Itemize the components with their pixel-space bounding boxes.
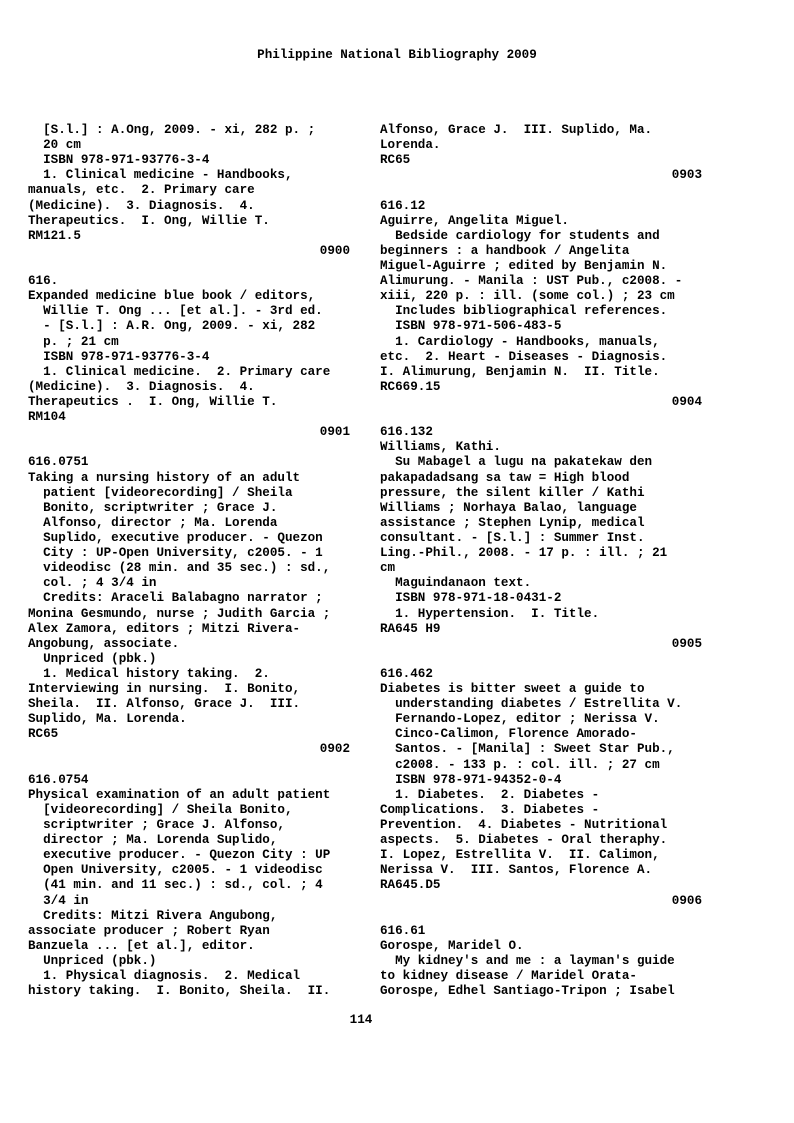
entry-text-line: 1. Diabetes. 2. Diabetes -: [380, 787, 600, 802]
entry-text-line: Alimurung. - Manila : UST Pub., c2008. -: [380, 274, 683, 289]
entry-text-line: RC65: [380, 153, 411, 168]
entry-text-line: Therapeutics . I. Ong, Willie T.: [28, 394, 278, 409]
entry-text-line: p. ; 21 cm: [28, 334, 119, 349]
entry-text-line: manuals, etc. 2. Primary care: [28, 183, 255, 198]
entry-text-line: 1. Cardiology - Handbooks, manuals,: [380, 334, 660, 349]
entry-text-line: Prevention. 4. Diabetes - Nutritional: [380, 818, 668, 833]
entry-text-line: Banzuela ... [et al.], editor.: [28, 938, 255, 953]
entry-text-line: I. Alimurung, Benjamin N. II. Title.: [380, 364, 660, 379]
entry-text-line: history taking. I. Bonito, Sheila. II.: [28, 984, 331, 999]
page-header-title: Philippine National Bibliography 2009: [257, 48, 537, 62]
entry-text-line: col. ; 4 3/4 in: [28, 576, 157, 591]
entry-text-line: RA645 H9: [380, 621, 441, 636]
entry-text-line: 616.: [28, 274, 59, 289]
entry-text-line: RM104: [28, 410, 66, 425]
entry-text-line: Miguel-Aguirre ; edited by Benjamin N.: [380, 258, 668, 273]
entry-text-line: associate producer ; Robert Ryan: [28, 923, 270, 938]
blank-line: [28, 259, 350, 274]
entry-text-line: Gorospe, Edhel Santiago-Tripon ; Isabel: [380, 984, 675, 999]
entry-text-line: Angobung, associate.: [28, 636, 180, 651]
entry-text-line: - [S.l.] : A.R. Ong, 2009. - xi, 282: [28, 319, 316, 334]
entry-text-line: [S.l.] : A.Ong, 2009. - xi, 282 p. ;: [28, 123, 316, 137]
blank-line: [28, 440, 350, 455]
entry-text-line: Su Mabagel a lugu na pakatekaw den: [380, 455, 653, 470]
entry-text-line: (Medicine). 3. Diagnosis. 4.: [28, 379, 255, 394]
entry-text-line: Diabetes is bitter sweet a guide to: [380, 682, 645, 697]
entry-text-line: RM121.5: [28, 228, 81, 243]
entry-text-line: pakapadadsang sa taw = High blood: [380, 470, 630, 485]
entry-number: 0902: [319, 742, 350, 757]
blank-line: [380, 410, 702, 425]
entry-text-line: Cinco-Calimon, Florence Amorado-: [380, 727, 637, 742]
entry-text-line: xiii, 220 p. : ill. (some col.) ; 23 cm: [380, 289, 675, 304]
entry-number: 0903: [671, 168, 702, 183]
entry-text-line: 616.12: [380, 198, 426, 213]
entry-text-line: [videorecording] / Sheila Bonito,: [28, 802, 293, 817]
entry-text-line: 616.132: [380, 425, 433, 440]
entry-text-line: I. Lopez, Estrellita V. II. Calimon,: [380, 848, 660, 863]
entry-text-line: c2008. - 133 p. : col. ill. ; 27 cm: [380, 757, 660, 772]
page-number: 114: [349, 1013, 373, 1027]
entry-text-line: assistance ; Stephen Lynip, medical: [380, 515, 645, 530]
left-column: [28, 123, 350, 999]
entry-text-line: 616.462: [380, 666, 433, 681]
entry-text-line: pressure, the silent killer / Kathi: [380, 485, 645, 500]
entry-number: 0905: [671, 636, 702, 651]
entry-text-line: patient [videorecording] / Sheila: [28, 485, 293, 500]
entry-text-line: Alex Zamora, editors ; Mitzi Rivera-: [28, 621, 301, 636]
entry-text-line: 1. Clinical medicine - Handbooks,: [28, 168, 293, 183]
entry-text-line: 1. Medical history taking. 2.: [28, 666, 270, 681]
entry-text-line: executive producer. - Quezon City : UP: [28, 848, 331, 863]
entry-text-line: to kidney disease / Maridel Orata-: [380, 969, 637, 984]
entry-text-line: 616.0751: [28, 455, 89, 470]
entry-text-line: aspects. 5. Diabetes - Oral theraphy.: [380, 833, 668, 848]
entry-text-line: ISBN 978-971-94352-0-4: [380, 772, 562, 787]
entry-text-line: cm: [380, 561, 396, 576]
entry-number: 0900: [319, 243, 350, 258]
entry-text-line: 1. Hypertension. I. Title.: [380, 606, 600, 621]
entry-number: 0901: [319, 425, 350, 440]
entry-text-line: My kidney's and me : a layman's guide: [380, 954, 675, 969]
entry-text-line: beginners : a handbook / Angelita: [380, 243, 630, 258]
entry-text-line: Includes bibliographical references.: [380, 304, 668, 319]
entry-text-line: RC669.15: [380, 379, 441, 394]
entry-text-line: (41 min. and 11 sec.) : sd., col. ; 4: [28, 878, 323, 893]
entry-text-line: 616.61: [380, 923, 426, 938]
entry-text-line: City : UP-Open University, c2005. - 1: [28, 546, 323, 561]
entry-text-line: Nerissa V. III. Santos, Florence A.: [380, 863, 653, 878]
entry-text-line: RA645.D5: [380, 878, 441, 893]
entry-text-line: Williams ; Norhaya Balao, language: [380, 500, 637, 515]
entry-text-line: Unpriced (pbk.): [28, 954, 157, 969]
entry-text-line: consultant. - [S.l.] : Summer Inst.: [380, 530, 645, 545]
entry-text-line: Credits: Araceli Balabagno narrator ;: [28, 591, 323, 606]
entry-text-line: Taking a nursing history of an adult: [28, 470, 301, 485]
entry-text-line: Complications. 3. Diabetes -: [380, 802, 600, 817]
entry-text-line: Credits: Mitzi Rivera Angubong,: [28, 908, 278, 923]
entry-text-line: 1. Physical diagnosis. 2. Medical: [28, 969, 301, 984]
blank-line: [380, 909, 702, 924]
entry-text-line: Williams, Kathi.: [380, 440, 501, 455]
entry-text-line: understanding diabetes / Estrellita V.: [380, 697, 683, 712]
blank-line: [380, 183, 702, 198]
right-column: [380, 123, 702, 999]
entry-text-line: Bedside cardiology for students and: [380, 228, 660, 243]
entry-text-line: Bonito, scriptwriter ; Grace J.: [28, 500, 278, 515]
entry-text-line: Monina Gesmundo, nurse ; Judith Garcia ;: [28, 606, 331, 621]
entry-text-line: Gorospe, Maridel O.: [380, 938, 524, 953]
entry-text-line: 616.0754: [28, 772, 89, 787]
entry-text-line: 20 cm: [28, 138, 81, 153]
entry-text-line: Physical examination of an adult patient: [28, 787, 331, 802]
entry-text-line: Unpriced (pbk.): [28, 651, 157, 666]
entry-text-line: scriptwriter ; Grace J. Alfonso,: [28, 818, 285, 833]
entry-text-line: Maguindanaon text.: [380, 576, 532, 591]
entry-text-line: 1. Clinical medicine. 2. Primary care: [28, 364, 331, 379]
entry-text-line: ISBN 978-971-93776-3-4: [28, 153, 210, 168]
entry-text-line: (Medicine). 3. Diagnosis. 4.: [28, 198, 255, 213]
entry-text-line: ISBN 978-971-18-0431-2: [380, 591, 562, 606]
entry-text-line: Alfonso, Grace J. III. Suplido, Ma.: [380, 123, 653, 137]
entry-text-line: Fernando-Lopez, editor ; Nerissa V.: [380, 712, 660, 727]
entry-text-line: Expanded medicine blue book / editors,: [28, 289, 316, 304]
entry-text-line: ISBN 978-971-93776-3-4: [28, 349, 210, 364]
entry-text-line: Suplido, Ma. Lorenda.: [28, 712, 187, 727]
entry-text-line: Santos. - [Manila] : Sweet Star Pub.,: [380, 742, 675, 757]
entry-text-line: Lorenda.: [380, 138, 441, 153]
blank-line: [28, 758, 350, 773]
entry-text-line: Aguirre, Angelita Miguel.: [380, 213, 569, 228]
entry-number: 0906: [671, 893, 702, 908]
entry-text-line: Interviewing in nursing. I. Bonito,: [28, 682, 301, 697]
entry-text-line: Therapeutics. I. Ong, Willie T.: [28, 213, 270, 228]
blank-line: [380, 652, 702, 667]
entry-text-line: etc. 2. Heart - Diseases - Diagnosis.: [380, 349, 668, 364]
entry-text-line: Open University, c2005. - 1 videodisc: [28, 863, 323, 878]
entry-text-line: 3/4 in: [28, 893, 89, 908]
entry-text-line: Sheila. II. Alfonso, Grace J. III.: [28, 697, 301, 712]
entry-text-line: director ; Ma. Lorenda Suplido,: [28, 833, 278, 848]
entry-number: 0904: [671, 394, 702, 409]
entry-text-line: Ling.-Phil., 2008. - 17 p. : ill. ; 21: [380, 546, 668, 561]
entry-text-line: Willie T. Ong ... [et al.]. - 3rd ed.: [28, 304, 323, 319]
entry-text-line: ISBN 978-971-506-483-5: [380, 319, 562, 334]
entry-text-line: videodisc (28 min. and 35 sec.) : sd.,: [28, 561, 331, 576]
entry-text-line: RC65: [28, 727, 59, 742]
entry-text-line: Alfonso, director ; Ma. Lorenda: [28, 515, 278, 530]
entry-text-line: Suplido, executive producer. - Quezon: [28, 530, 323, 545]
